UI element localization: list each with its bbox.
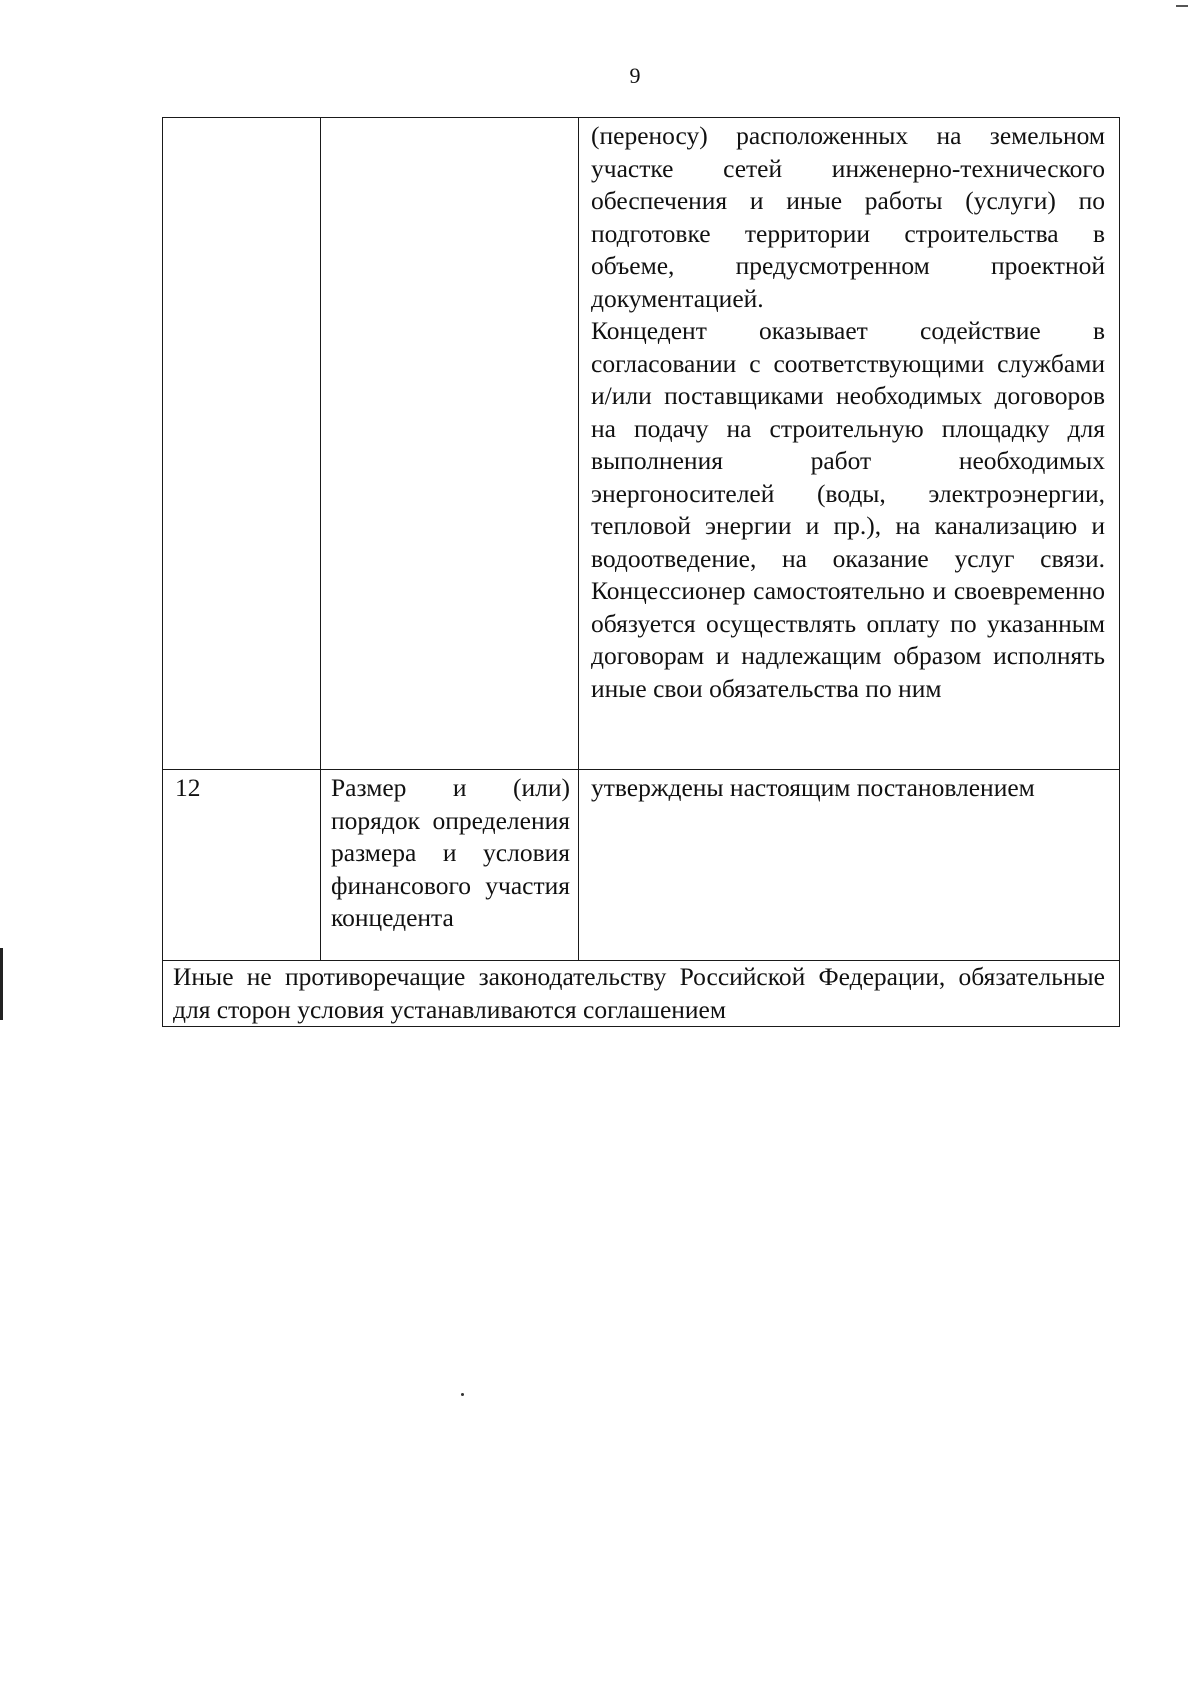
scan-artifact <box>0 948 3 1020</box>
table-footer-row <box>163 961 1120 1027</box>
page-number: 9 <box>629 63 641 88</box>
condition-name-cell: Размер и (или) порядок определения размера и условия финансового участия концедента <box>321 770 579 961</box>
row-number-cell: 12 <box>163 770 321 961</box>
table-row <box>163 118 1120 770</box>
scan-artifact <box>1176 5 1188 7</box>
row-number-cell <box>163 118 321 770</box>
conditions-table <box>162 117 1120 1027</box>
condition-value-cell: утверждены настоящим постановлением <box>579 770 1120 961</box>
table-row <box>163 770 1120 961</box>
footer-note-cell: Иные не противоречащие законодательству Российской Федерации, обязательные для сторон условия устанавливаются соглашением <box>163 961 1120 1027</box>
paragraph: Концедент оказывает содействие в согласовании с соответствующими службами и/или поставщиками необходимых договоров на подачу на строительную площадку для выполнения работ необходимых энергоносителей (воды, электроэнергии, тепловой энергии и пр.), на канализацию и водоотведение, на оказание услуг связи. Концессионер самостоятельно и своевременно обязуется осуществлять оплату по указанным договорам и надлежащим образом исполнять иные свои обязательства по ним <box>591 316 1105 703</box>
condition-value-cell <box>579 118 1120 770</box>
scan-artifact <box>461 1393 464 1396</box>
paragraph: (переносу) расположенных на земельном участке сетей инженерно-технического обеспечения и иные работы (услуги) по подготовке территории строительства в объеме, предусмотренном проектной документацией. <box>591 121 1105 313</box>
condition-name-cell <box>321 118 579 770</box>
